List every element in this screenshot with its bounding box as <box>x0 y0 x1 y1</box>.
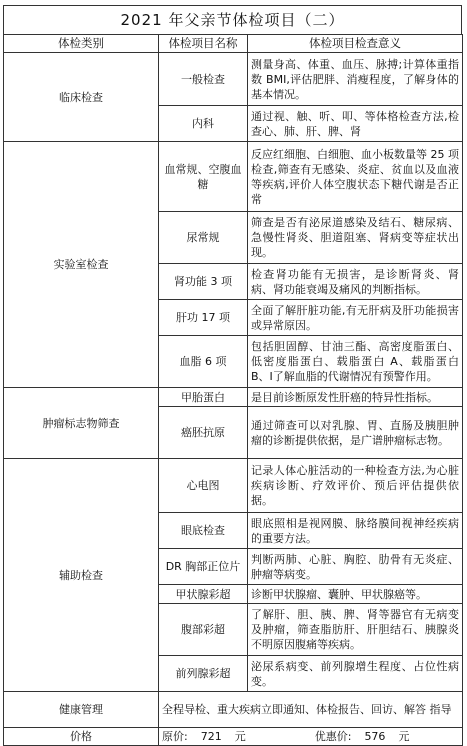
category-auxiliary: 辅助检查 <box>4 459 159 692</box>
table-row <box>4 388 463 407</box>
header-category: 体检类别 <box>4 35 159 53</box>
header-meaning: 体检项目检查意义 <box>248 35 463 53</box>
category-clinical: 临床检查 <box>4 53 159 142</box>
item-desc: 通过筛查可以对乳腺、胃、直肠及胰胆肿瘤的诊断提供依据，是广谱肿瘤标志物。 <box>248 407 463 459</box>
item-name: 甲状腺彩超 <box>159 585 248 604</box>
category-lab: 实验室检查 <box>4 142 159 388</box>
table-row <box>4 692 463 728</box>
item-desc: 包括胆固醇、甘油三酯、高密度脂蛋白、低密度脂蛋白、载脂蛋白 A、载脂蛋白 B、Ⅰ了解血脂的代谢情况有预警作用。 <box>248 336 463 388</box>
item-name: 一般检查 <box>159 53 248 106</box>
item-desc: 反应红细胞、白细胞、血小板数量等 25 项检查,筛查有无感染、炎症、贫血以及血液等疾病,评价人体空腹状态下糖代谢是否正常 <box>248 142 463 212</box>
item-name: 腹部彩超 <box>159 604 248 656</box>
item-name: 尿常规 <box>159 212 248 264</box>
item-desc: 通过视、触、听、叩、等体格检查方法,检查心、肺、肝、脾、肾 <box>248 106 463 142</box>
item-name: 肾功能 3 项 <box>159 264 248 300</box>
original-price-unit: 元 <box>234 730 246 743</box>
item-name: 癌胚抗原 <box>159 407 248 459</box>
item-desc: 全面了解肝脏功能,有无肝病及肝功能损害或异常原因。 <box>248 300 463 336</box>
item-desc: 测量身高、体重、血压、脉搏;计算体重指数 BMI,评估肥胖、消瘦程度，了解身体的基本情况。 <box>248 53 463 106</box>
price-cell <box>159 728 463 746</box>
item-desc: 泌尿系病变、前列腺增生程度、占位性病变。 <box>248 656 463 692</box>
item-desc: 是目前诊断原发性肝癌的特异性指标。 <box>248 388 463 407</box>
item-name: DR 胸部正位片 <box>159 549 248 585</box>
item-desc: 记录人体心脏活动的一种检查方法,为心脏疾病诊断、疗效评价、预后评估提供依据。 <box>248 459 463 513</box>
item-name: 血脂 6 项 <box>159 336 248 388</box>
item-desc: 判断两肺、心脏、胸腔、肋骨有无炎症、肿瘤等病变。 <box>248 549 463 585</box>
item-name: 心电图 <box>159 459 248 513</box>
health-desc: 全程导检、重大疾病立即通知、体检报告、回访、解答 指导 <box>159 692 463 728</box>
discount-price-unit: 元 <box>398 730 410 743</box>
discount-price-label: 优惠价: <box>314 730 352 743</box>
item-name: 血常规、空腹血糖 <box>159 142 248 212</box>
item-desc: 检查肾功能有无损害，是诊断肾炎、肾病、肾功能衰竭及痛风的判断指标。 <box>248 264 463 300</box>
item-desc: 筛查是否有泌尿道感染及结石、糖尿病、急慢性肾炎、胆道阻塞、肾病变等症状出现。 <box>248 212 463 264</box>
item-name: 内科 <box>159 106 248 142</box>
category-tumor: 肿瘤标志物筛查 <box>4 388 159 459</box>
category-health: 健康管理 <box>4 692 159 728</box>
price-row <box>4 728 463 746</box>
original-price-value: 721 <box>200 730 222 743</box>
original-price-label: 原价: <box>162 730 188 743</box>
item-desc: 眼底照相是视网膜、脉络膜间视神经疾病的重要方法。 <box>248 513 463 549</box>
item-desc: 了解肝、胆、胰、脾、肾等器官有无病变及肿瘤，筛查脂肪肝、肝胆结石、胰腺炎不明原因腹痛等疾病。 <box>248 604 463 656</box>
item-name: 前列腺彩超 <box>159 656 248 692</box>
table-row <box>4 459 463 513</box>
price-label: 价格 <box>4 728 159 746</box>
table-header-row <box>4 35 463 53</box>
table-row <box>4 53 463 106</box>
item-name: 肝功 17 项 <box>159 300 248 336</box>
table-row <box>4 142 463 212</box>
item-name: 眼底检查 <box>159 513 248 549</box>
item-desc: 诊断甲状腺瘤、囊肿、甲状腺癌等。 <box>248 585 463 604</box>
document <box>3 5 462 746</box>
discount-price-value: 576 <box>364 730 386 743</box>
page-title: 2021 年父亲节体检项目（二） <box>3 5 462 34</box>
header-item: 体检项目名称 <box>159 35 248 53</box>
item-name: 甲胎蛋白 <box>159 388 248 407</box>
checkup-table <box>3 34 463 746</box>
